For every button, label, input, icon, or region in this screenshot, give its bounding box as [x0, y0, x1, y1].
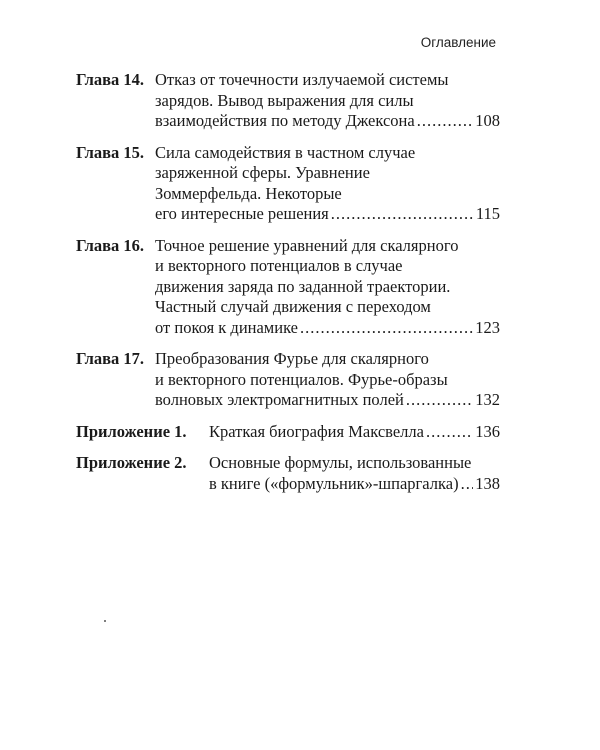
dot-leader [426, 422, 473, 443]
title-line: зарядов. Вывод выражения для силы [155, 90, 414, 110]
entry-label: Приложение 1. [76, 421, 187, 441]
title-line: Частный случай движения с переходом [155, 297, 431, 316]
dot-leader [406, 390, 473, 411]
title-line: взаимодействия по методу Джексона [155, 111, 415, 130]
page-number: 132 [475, 390, 500, 409]
entry-title [155, 349, 500, 411]
page-number: 136 [475, 421, 500, 441]
entry-title [155, 70, 500, 132]
dot-leader [461, 474, 474, 495]
title-line: Краткая биография Максвелла [209, 421, 424, 441]
print-speck [104, 620, 106, 622]
title-last-line [155, 318, 500, 339]
title-line: Зоммерфельда. Некоторые [155, 183, 342, 203]
title-line: его интересные решения [155, 204, 329, 223]
table-of-contents [76, 70, 500, 505]
toc-entry-appendix-2[interactable] [76, 453, 500, 494]
dot-leader [331, 204, 474, 225]
toc-entry-chapter-17[interactable] [76, 349, 500, 411]
title-last-line [155, 390, 500, 411]
page-number: 138 [475, 473, 500, 493]
title-line: волновых электромагнитных полей [155, 390, 404, 409]
page-number: 123 [475, 317, 500, 337]
title-line: в книге («формульник»-шпаргалка) [209, 473, 459, 493]
running-head: Оглавление [420, 35, 496, 50]
dot-leader [417, 111, 474, 132]
toc-entry-appendix-1[interactable] [76, 422, 500, 443]
entry-title [155, 236, 500, 339]
title-line: Основные формулы, использованные [209, 453, 472, 472]
title-last-line [209, 474, 500, 495]
entry-label: Глава 17. [76, 349, 145, 368]
title-last-line [155, 111, 500, 132]
toc-entry-chapter-15[interactable] [76, 143, 500, 225]
dot-leader [300, 318, 473, 339]
title-last-line [209, 422, 500, 443]
title-line: и векторного потенциалов в случае [155, 256, 403, 275]
entry-label: Глава 15. [76, 142, 145, 162]
toc-entry-chapter-14[interactable] [76, 70, 500, 132]
title-line: Точное решение уравнений для скалярного [155, 235, 459, 255]
page-number: 108 [475, 111, 500, 130]
title-line: от покоя к динамике [155, 317, 298, 337]
entry-label: Глава 14. [76, 70, 145, 89]
entry-label: Приложение 2. [76, 453, 187, 472]
title-line: и векторного потенциалов. Фурье-образы [155, 369, 448, 389]
title-line: Преобразования Фурье для скалярного [155, 349, 429, 368]
page-number: 115 [475, 204, 500, 223]
toc-entry-chapter-16[interactable] [76, 236, 500, 339]
title-line: Сила самодействия в частном случае [155, 142, 416, 162]
title-line: Отказ от точечности излучаемой системы [155, 70, 449, 89]
title-line: движения заряда по заданной траектории. [155, 276, 451, 296]
title-last-line [155, 204, 500, 225]
title-line: заряженной сферы. Уравнение [155, 163, 370, 182]
entry-title [155, 143, 500, 225]
entry-label: Глава 16. [76, 235, 145, 255]
entry-title [209, 422, 500, 443]
entry-title [209, 453, 500, 494]
